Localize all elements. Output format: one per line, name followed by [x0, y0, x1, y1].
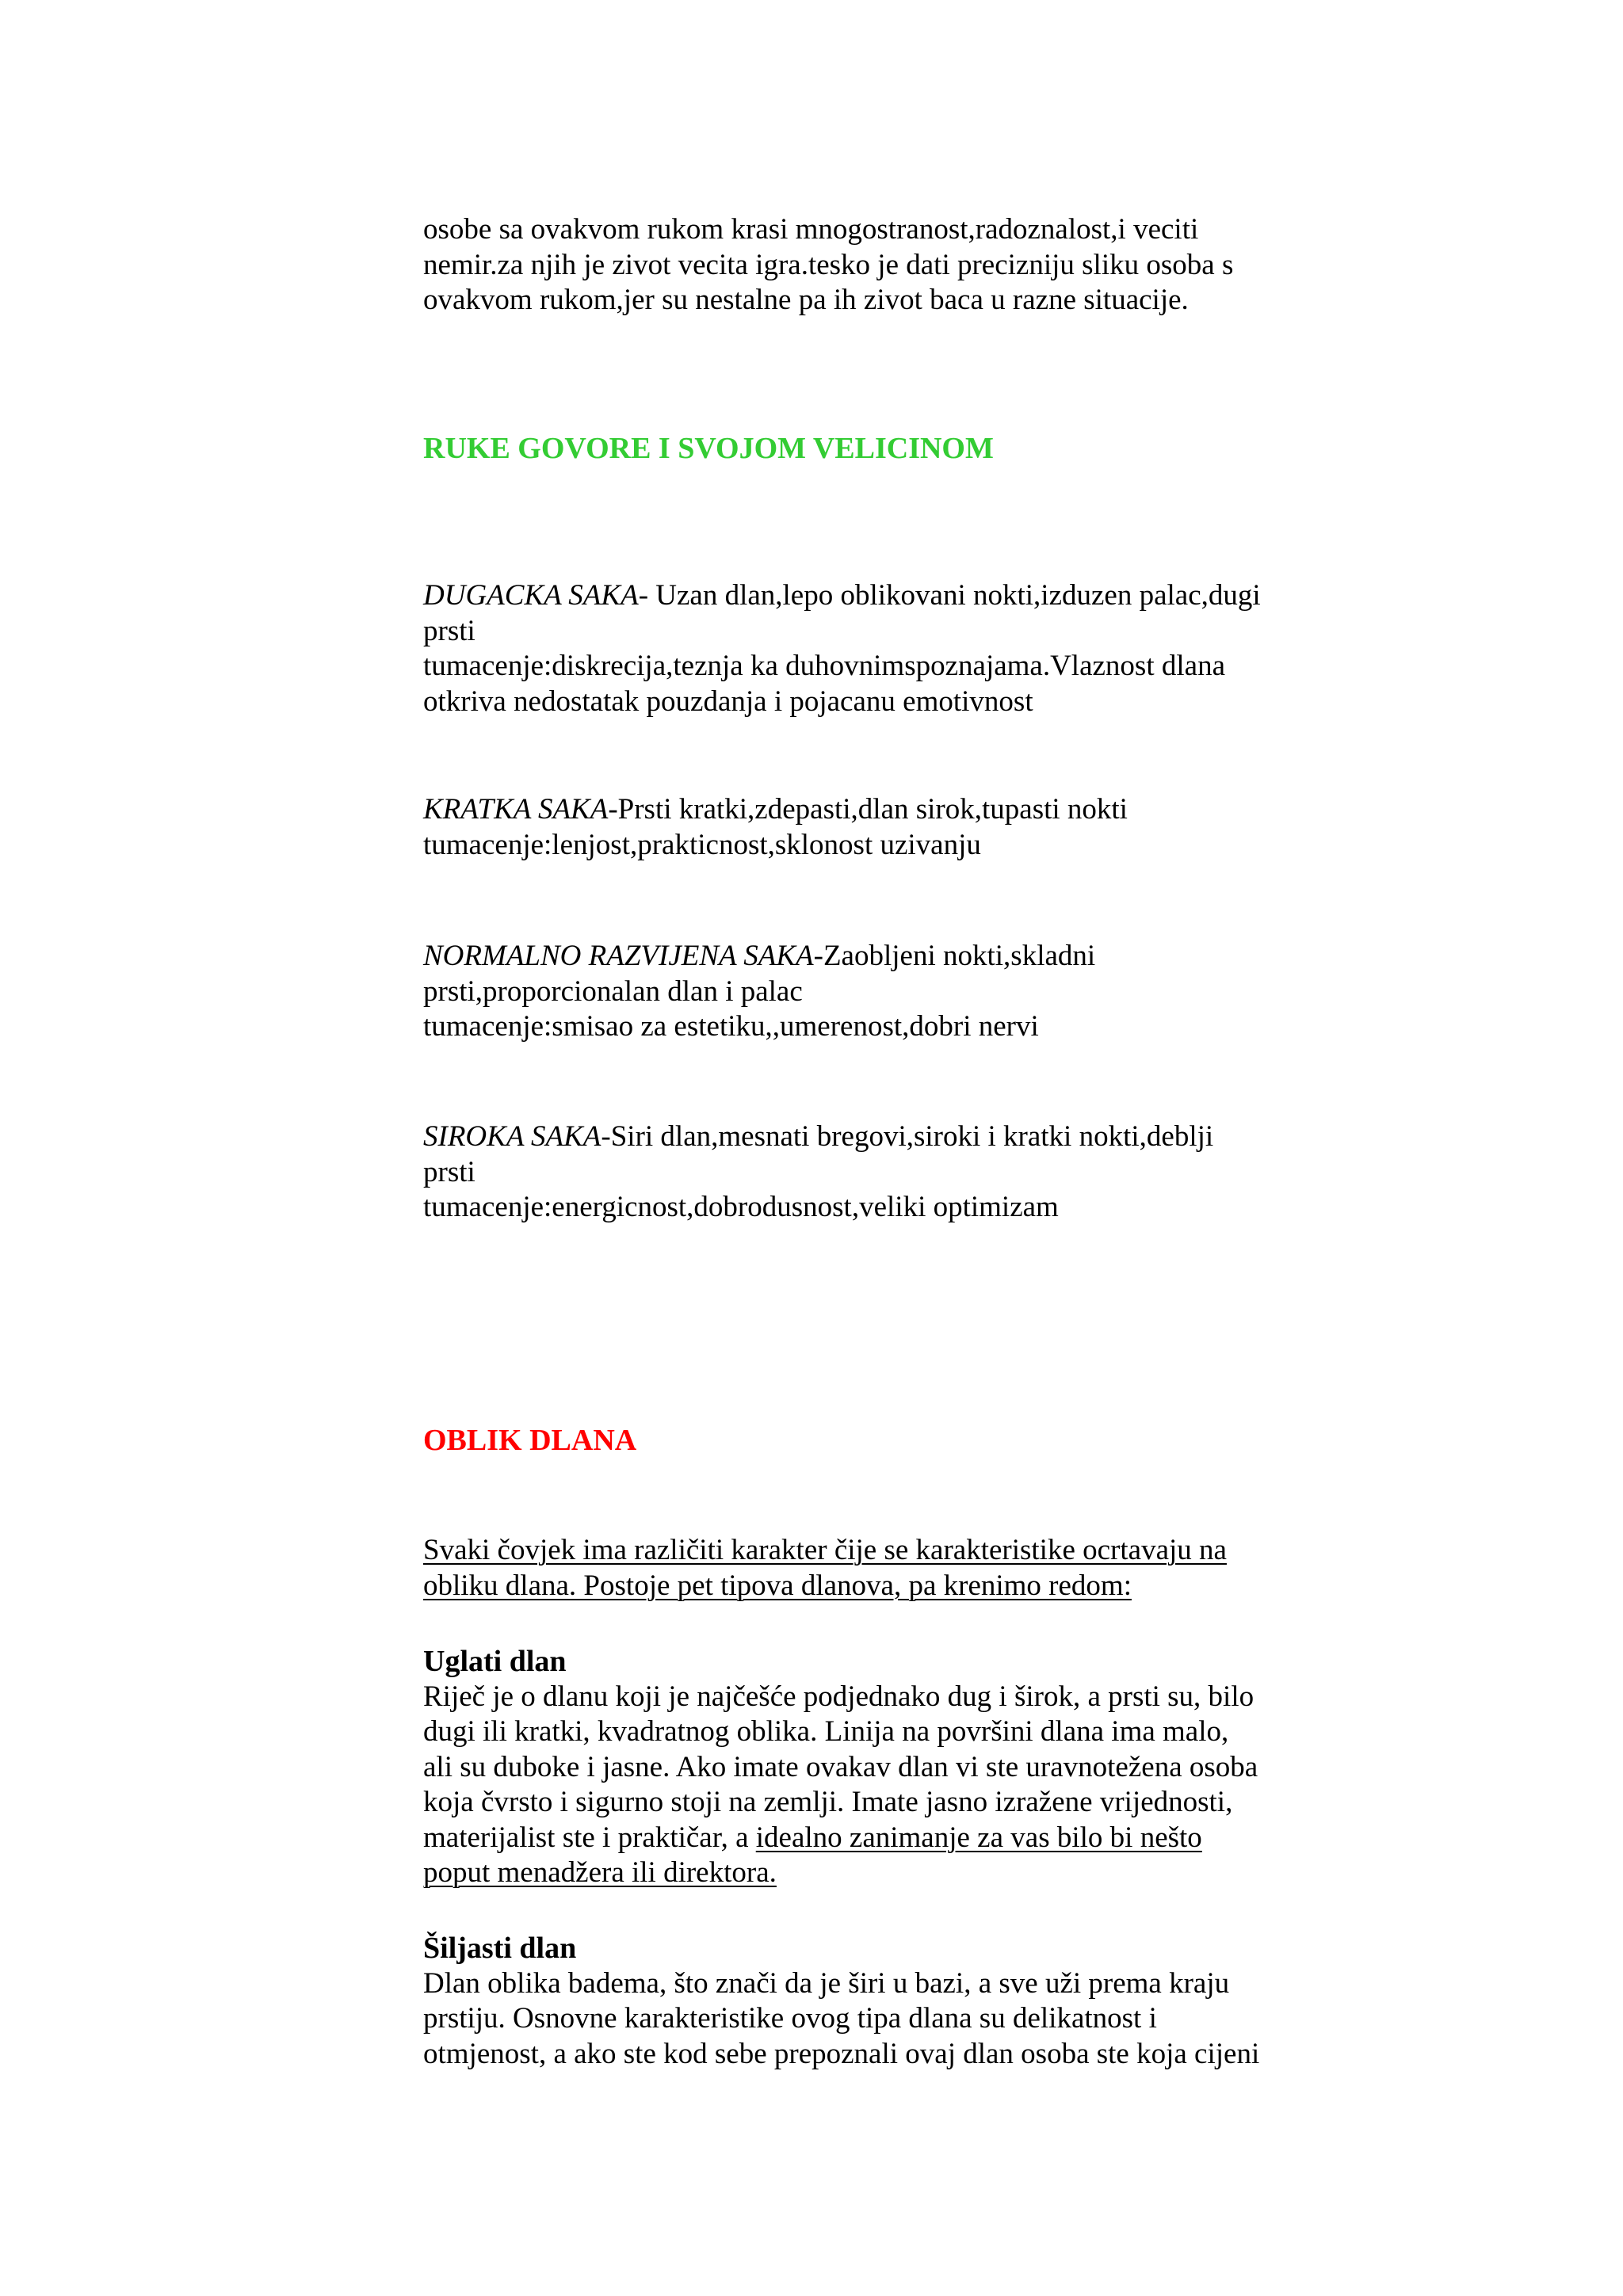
shape-intro	[423, 1533, 1374, 1604]
shape-type-line: koja čvrsto i sigurno stoji na zemlji. Imate jasno izražene vrijednosti,	[423, 1786, 1233, 1818]
shape-type-line	[423, 1821, 1374, 1856]
size-item-meaning-cont: otkriva nedostatak pouzdanja i pojacanu emotivnost	[423, 685, 1033, 718]
size-item-desc-cont: prsti	[423, 1155, 475, 1188]
size-item-desc-text: -Siri dlan,mesnati bregovi,siroki i kratki nokti,deblji	[601, 1120, 1214, 1153]
shape-type-line: otmjenost, a ako ste kod sebe prepoznali ovaj dlan osoba ste koja cijeni	[423, 2037, 1260, 2070]
size-item-meaning: tumacenje:lenjost,prakticnost,sklonost uzivanju	[423, 828, 981, 861]
shape-intro-line: Svaki čovjek ima različiti karakter čije se karakteristike ocrtavaju na	[423, 1534, 1227, 1566]
shape-type-title: Šiljasti dlan	[423, 1932, 577, 1965]
intro-paragraph	[423, 212, 1374, 318]
size-item-term: DUGACKA SAKA	[423, 579, 639, 612]
shape-intro-line: obliku dlana. Postoje pet tipova dlanova, pa krenimo redom:	[423, 1569, 1132, 1602]
shape-type-underlined: poput menadžera ili direktora.	[423, 1856, 777, 1889]
size-item-term: NORMALNO RAZVIJENA SAKA	[423, 940, 814, 972]
size-item-desc	[423, 939, 1374, 974]
shape-type-line: prstiju. Osnovne karakteristike ovog tipa dlana su delikatnost i	[423, 2002, 1157, 2035]
section-heading-shape: OBLIK DLANA	[423, 1424, 637, 1457]
section-heading-size: RUKE GOVORE I SVOJOM VELICINOM	[423, 432, 994, 465]
shape-type-line: Dlan oblika badema, što znači da je širi u bazi, a sve uži prema kraju	[423, 1966, 1230, 2000]
size-item-meaning: tumacenje:energicnost,dobrodusnost,veliki optimizam	[423, 1191, 1059, 1223]
intro-line: ovakvom rukom,jer su nestalne pa ih zivot baca u razne situacije.	[423, 284, 1189, 316]
shape-type-line: dugi ili kratki, kvadratnog oblika. Linija na površini dlana ima malo,	[423, 1715, 1229, 1748]
intro-line: nemir.za njih je zivot vecita igra.tesko je dati precizniju sliku osoba s	[423, 248, 1234, 281]
shape-type-text: materijalist ste i praktičar, a	[423, 1821, 756, 1854]
size-item-long	[423, 578, 1374, 719]
shape-type-square	[423, 1644, 1374, 1891]
size-item-desc	[423, 792, 1374, 828]
size-item-desc-text: - Uzan dlan,lepo oblikovani nokti,izduzen palac,dugi	[638, 579, 1261, 612]
shape-type-line: Riječ je o dlanu koji je najčešće podjednako dug i širok, a prsti su, bilo	[423, 1680, 1254, 1713]
shape-type-line: ali su duboke i jasne. Ako imate ovakav dlan vi ste uravnotežena osoba	[423, 1750, 1258, 1783]
size-item-desc-cont: prsti	[423, 614, 475, 647]
size-item-short	[423, 792, 1374, 863]
shape-type-line	[423, 1855, 1374, 1891]
size-item-wide	[423, 1119, 1374, 1226]
size-item-term: KRATKA SAKA	[423, 793, 609, 826]
size-item-term: SIROKA SAKA	[423, 1120, 601, 1153]
shape-type-underlined: idealno zanimanje za vas bilo bi nešto	[755, 1821, 1202, 1854]
page-content	[423, 0, 1374, 2296]
shape-type-title: Uglati dlan	[423, 1645, 567, 1678]
size-item-desc	[423, 1119, 1374, 1155]
intro-line: osobe sa ovakvom rukom krasi mnogostranost,radoznalost,i veciti	[423, 213, 1199, 246]
size-item-desc	[423, 578, 1374, 614]
size-item-desc-text: -Zaobljeni nokti,skladni	[813, 940, 1096, 972]
size-item-desc-cont: prsti,proporcionalan dlan i palac	[423, 974, 803, 1008]
shape-type-pointed	[423, 1931, 1374, 2072]
size-item-desc-text: -Prsti kratki,zdepasti,dlan sirok,tupasti nokti	[608, 793, 1128, 826]
size-item-meaning: tumacenje:diskrecija,teznja ka duhovnimspoznajama.Vlaznost dlana	[423, 650, 1225, 682]
size-item-normal	[423, 939, 1374, 1045]
size-item-meaning: tumacenje:smisao za estetiku,,umerenost,dobri nervi	[423, 1010, 1039, 1043]
